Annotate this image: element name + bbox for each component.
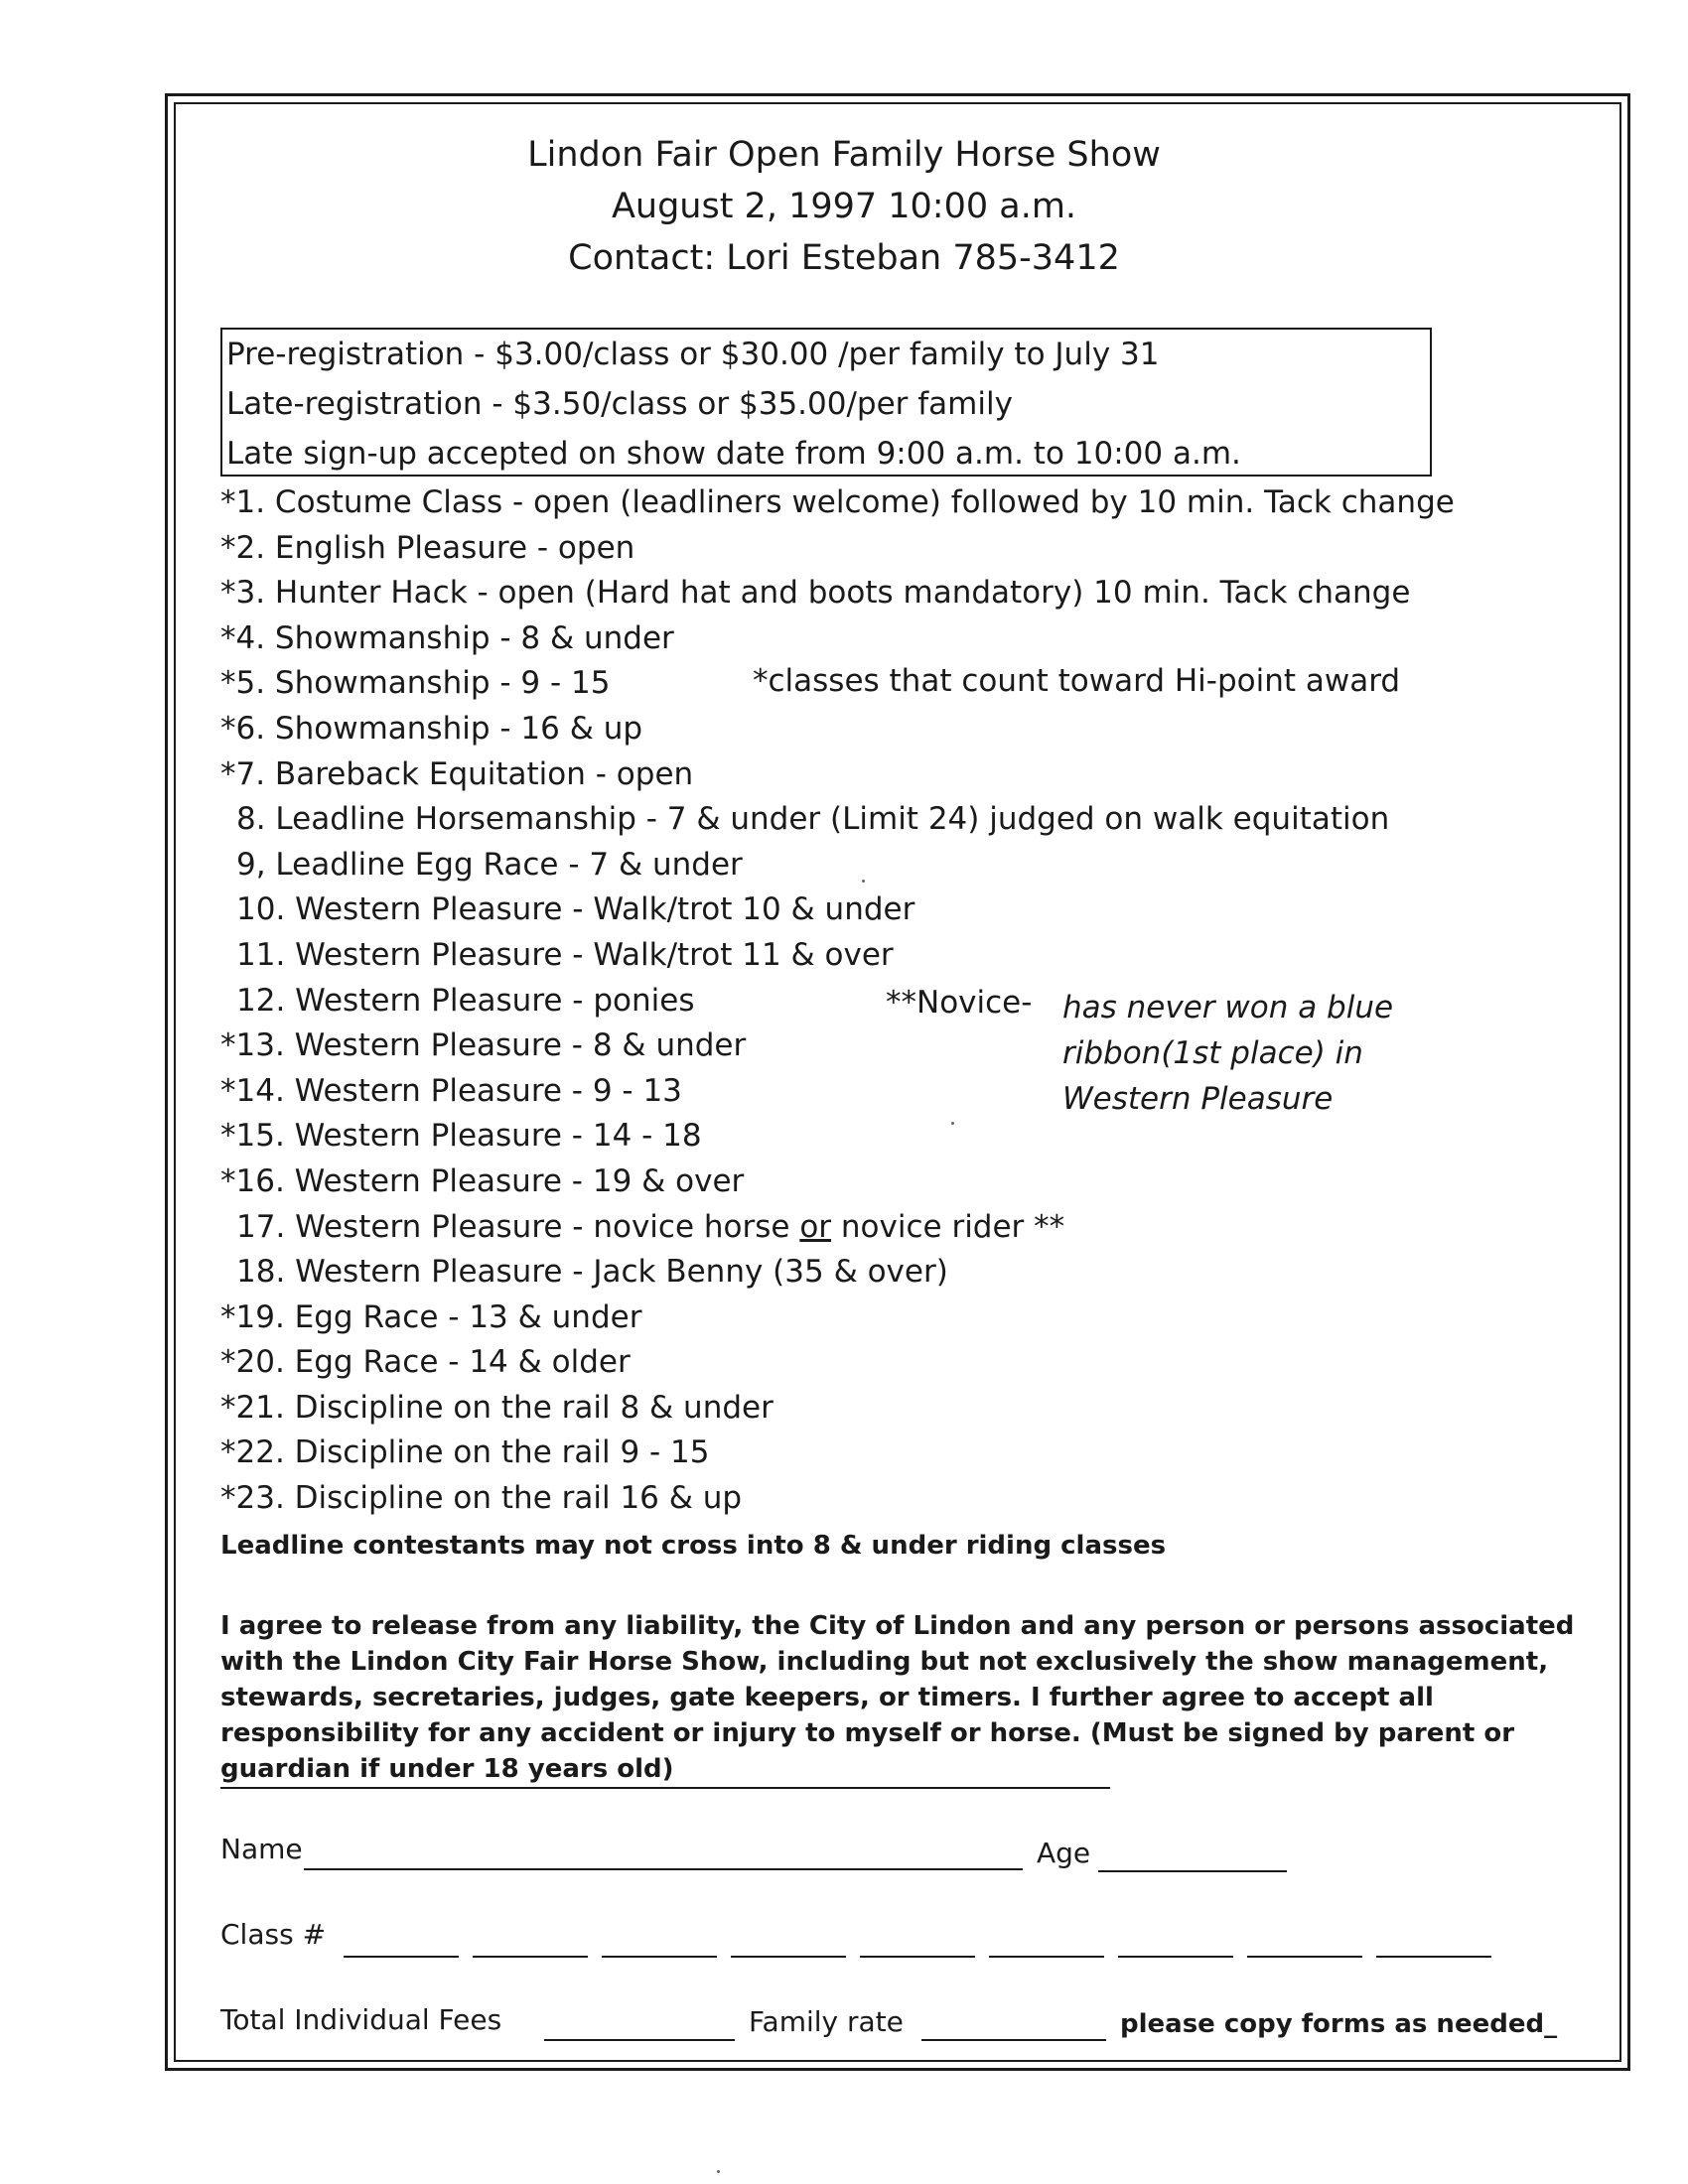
class-number-field[interactable] bbox=[1247, 1956, 1362, 1958]
document-header bbox=[0, 129, 1688, 284]
show-date-time: August 2, 1997 10:00 a.m. bbox=[611, 187, 1077, 226]
scan-speck bbox=[717, 2170, 720, 2173]
hipoint-note: *classes that count toward Hi-point award bbox=[753, 663, 1401, 699]
class-number-field[interactable] bbox=[473, 1956, 588, 1958]
scan-speck bbox=[862, 880, 865, 883]
class-number-field[interactable] bbox=[602, 1956, 717, 1958]
late-signup-note: Late sign-up accepted on show date from 9:00 a.m. to 10:00 a.m. bbox=[226, 436, 1241, 472]
pre-registration-fee: Pre-registration - $3.00/class or $30.00 /per family to July 31 bbox=[226, 337, 1160, 372]
liability-release: I agree to release from any liability, the City of Lindon and any person or persons associated with the Lindon City Fair Horse Show, including but not exclusively the show management, stewards, secretaries, judges, gate keepers, or timers. I further agree to accept all responsibility for any accident or injury to myself or horse. (Must be signed by parent or guardian if under 18 years old) bbox=[220, 1611, 1575, 1784]
class-item: *19. Egg Race - 13 & under bbox=[220, 1298, 642, 1335]
show-contact: Contact: Lori Esteban 785-3412 bbox=[568, 238, 1120, 278]
signature-line[interactable] bbox=[220, 1787, 1110, 1789]
class-item: *22. Discipline on the rail 9 - 15 bbox=[220, 1434, 710, 1471]
family-rate-field[interactable] bbox=[921, 2039, 1106, 2041]
class-item: *1. Costume Class - open (leadliners welcome) followed by 10 min. Tack change bbox=[220, 484, 1455, 520]
name-field[interactable] bbox=[304, 1868, 1023, 1870]
class-item: *20. Egg Race - 14 & older bbox=[220, 1344, 631, 1381]
leadline-note: Leadline contestants may not cross into 8 & under riding classes bbox=[220, 1531, 1167, 1561]
late-registration-fee: Late-registration - $3.50/class or $35.00/per family bbox=[226, 386, 1013, 422]
class-17-text-end: novice rider ** bbox=[831, 1208, 1065, 1245]
name-label: Name bbox=[220, 1833, 303, 1865]
class-number-field[interactable] bbox=[1376, 1956, 1491, 1958]
class-number-label: Class # bbox=[220, 1918, 327, 1951]
class-number-field[interactable] bbox=[860, 1956, 975, 1958]
novice-definition: has never won a blue ribbon(1st place) in Western Pleasure bbox=[1062, 990, 1394, 1117]
family-rate-label: Family rate bbox=[749, 2005, 904, 2038]
total-fees-field[interactable] bbox=[544, 2039, 735, 2041]
class-item: 9, Leadline Egg Race - 7 & under bbox=[236, 846, 743, 883]
total-fees-label: Total Individual Fees bbox=[220, 2003, 502, 2036]
class-item: *23. Discipline on the rail 16 & up bbox=[220, 1480, 743, 1517]
class-item: 12. Western Pleasure - ponies bbox=[236, 982, 695, 1019]
class-item: *3. Hunter Hack - open (Hard hat and boots mandatory) 10 min. Tack change bbox=[220, 575, 1411, 612]
class-number-field[interactable] bbox=[989, 1956, 1104, 1958]
class-item: 18. Western Pleasure - Jack Benny (35 & over) bbox=[236, 1254, 948, 1291]
class-item: *13. Western Pleasure - 8 & under bbox=[220, 1027, 747, 1064]
class-item: *4. Showmanship - 8 & under bbox=[220, 619, 674, 656]
class-item-17 bbox=[220, 1205, 1551, 1251]
class-number-field[interactable] bbox=[1118, 1956, 1233, 1958]
class-item: *16. Western Pleasure - 19 & over bbox=[220, 1162, 745, 1199]
class-item: 8. Leadline Horsemanship - 7 & under (Limit 24) judged on walk equitation bbox=[236, 801, 1390, 838]
class-item: *15. Western Pleasure - 14 - 18 bbox=[220, 1118, 702, 1155]
show-title: Lindon Fair Open Family Horse Show bbox=[527, 135, 1161, 175]
class-item: *14. Western Pleasure - 9 - 13 bbox=[220, 1072, 682, 1109]
age-field[interactable] bbox=[1098, 1870, 1287, 1872]
class-number-field[interactable] bbox=[731, 1956, 846, 1958]
class-number-field[interactable] bbox=[344, 1956, 459, 1958]
class-item: *6. Showmanship - 16 & up bbox=[220, 710, 643, 747]
class-17-or: or bbox=[799, 1208, 832, 1245]
fee-schedule-box bbox=[220, 328, 1432, 477]
class-item: *21. Discipline on the rail 8 & under bbox=[220, 1389, 774, 1426]
novice-label: **Novice- bbox=[886, 985, 1033, 1021]
class-item: *2. English Pleasure - open bbox=[220, 529, 635, 566]
copy-forms-note: please copy forms as needed_ bbox=[1120, 2009, 1558, 2039]
class-17-text: 17. Western Pleasure - novice horse bbox=[236, 1208, 800, 1245]
scan-speck bbox=[951, 1122, 954, 1125]
class-item: 10. Western Pleasure - Walk/trot 10 & under bbox=[236, 891, 915, 928]
age-label: Age bbox=[1037, 1837, 1091, 1869]
class-item: *7. Bareback Equitation - open bbox=[220, 755, 694, 792]
class-item: 11. Western Pleasure - Walk/trot 11 & over bbox=[236, 936, 894, 973]
class-item: *5. Showmanship - 9 - 15 bbox=[220, 665, 611, 702]
